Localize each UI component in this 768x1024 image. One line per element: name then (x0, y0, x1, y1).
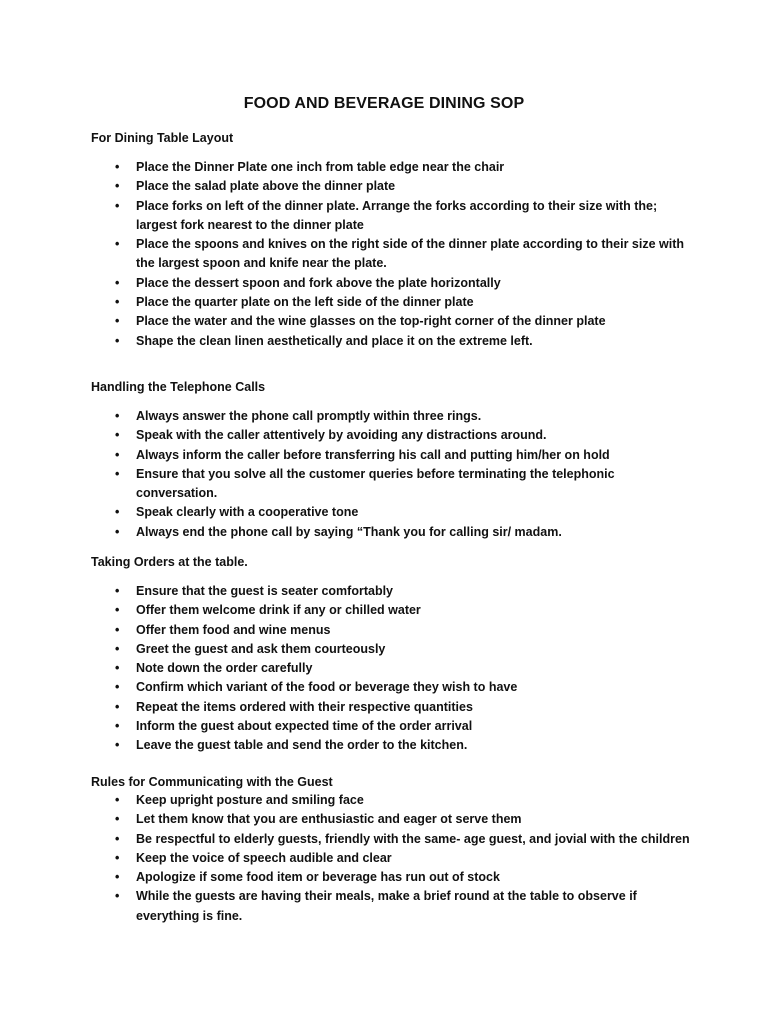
list-item-text: Place the salad plate above the dinner plate (136, 179, 396, 194)
bullet-icon: • (115, 870, 120, 885)
bullet-icon: • (115, 719, 120, 734)
bullet-icon: • (115, 793, 120, 807)
bullet-icon: • (115, 237, 120, 252)
list-item-text: Keep the voice of speech audible and clear (136, 850, 392, 865)
list-item (91, 465, 691, 504)
list-item (91, 407, 691, 426)
bullet-icon: • (115, 680, 120, 695)
list-item-text: Be respectful to elderly guests, friendly with the same- age guest, and jovial with the children (136, 831, 690, 846)
list-item (91, 197, 691, 236)
list-item-text: Always inform the caller before transferring his call and putting him/her on hold (136, 447, 610, 462)
list-item (91, 332, 691, 351)
list-item-text: Greet the guest and ask them courteously (136, 641, 386, 656)
list-item-text: Offer them welcome drink if any or chilled water (136, 603, 421, 618)
bullet-icon: • (115, 661, 120, 676)
bullet-icon: • (115, 179, 120, 194)
list-item-text: Offer them food and wine menus (136, 622, 331, 637)
section-taking-orders (91, 553, 691, 756)
list-item (91, 791, 691, 810)
bullet-icon: • (115, 622, 120, 637)
list-item-text: Shape the clean linen aesthetically and place it on the extreme left. (136, 333, 533, 348)
bullet-icon: • (115, 812, 120, 827)
list-item (91, 503, 691, 522)
bullet-icon: • (115, 428, 120, 443)
bullet-icon: • (115, 699, 120, 714)
document-title: FOOD AND BEVERAGE DINING SOP (243, 95, 525, 112)
section-heading: Rules for Communicating with the Guest (91, 775, 333, 789)
list-item-text: Place the dessert spoon and fork above the plate horizontally (136, 275, 501, 290)
bullet-icon: • (115, 831, 120, 846)
bullet-icon: • (115, 505, 120, 520)
list-item-text: Inform the guest about expected time of the order arrival (136, 719, 473, 734)
bullet-list (91, 407, 691, 542)
list-item-text: Confirm which variant of the food or beverage they wish to have (136, 680, 518, 695)
bullet-icon: • (115, 584, 120, 598)
bullet-list (91, 158, 691, 351)
list-item-text: Place the Dinner Plate one inch from table edge near the chair (136, 160, 505, 174)
section-heading: For Dining Table Layout (91, 131, 234, 145)
list-item (91, 849, 691, 868)
bullet-icon: • (115, 738, 120, 753)
list-item-text: Let them know that you are enthusiastic and eager ot serve them (136, 812, 522, 827)
list-item (91, 659, 691, 678)
list-item (91, 274, 691, 293)
list-item (91, 678, 691, 697)
list-item-text: Apologize if some food item or beverage has run out of stock (136, 870, 500, 885)
bullet-icon: • (115, 314, 120, 329)
bullet-list (91, 582, 691, 756)
bullet-icon: • (115, 198, 120, 213)
list-item (91, 582, 691, 601)
bullet-icon: • (115, 333, 120, 348)
list-item (91, 810, 691, 829)
list-item-text: Leave the guest table and send the order to the kitchen. (136, 738, 468, 753)
list-item-text: Ensure that the guest is seater comfortably (136, 584, 394, 598)
list-item (91, 426, 691, 445)
list-item (91, 640, 691, 659)
list-item (91, 177, 691, 196)
list-item-text: While the guests are having their meals, make a brief round at the table to observe if everything is fine. (136, 889, 637, 923)
list-item-text: Keep upright posture and smiling face (136, 793, 364, 807)
list-item (91, 887, 691, 926)
list-item (91, 621, 691, 640)
list-item-text: Ensure that you solve all the customer queries before terminating the telephonic conversation. (136, 466, 615, 501)
list-item-text: Repeat the items ordered with their respective quantities (136, 699, 473, 714)
list-item-text: Always answer the phone call promptly within three rings. (136, 409, 482, 423)
list-item-text: Place the water and the wine glasses on the top-right corner of the dinner plate (136, 314, 606, 329)
bullet-icon: • (115, 160, 120, 174)
section-heading: Handling the Telephone Calls (91, 380, 266, 394)
list-item-text: Note down the order carefully (136, 661, 313, 676)
section-dining-table-layout (91, 129, 691, 351)
list-item-text: Place forks on left of the dinner plate. Arrange the forks according to their size with the; largest fork nearest to the dinner plate (136, 198, 658, 232)
bullet-icon: • (115, 850, 120, 865)
list-item (91, 698, 691, 717)
section-telephone-calls (91, 378, 691, 542)
list-item (91, 446, 691, 465)
list-item-text: Speak with the caller attentively by avoiding any distractions around. (136, 428, 547, 443)
list-item (91, 830, 691, 849)
bullet-icon: • (115, 603, 120, 618)
section-communicating-with-guest (91, 773, 691, 926)
list-item-text: Speak clearly with a cooperative tone (136, 505, 359, 520)
section-heading: Taking Orders at the table. (91, 555, 248, 569)
list-item (91, 736, 691, 755)
bullet-icon: • (115, 466, 120, 481)
bullet-icon: • (115, 275, 120, 290)
list-item (91, 601, 691, 620)
list-item-text: Place the quarter plate on the left side of the dinner plate (136, 295, 474, 310)
bullet-icon: • (115, 447, 120, 462)
list-item-text: Always end the phone call by saying “Thank you for calling sir/ madam. (136, 524, 562, 539)
list-item (91, 293, 691, 312)
list-item (91, 312, 691, 331)
bullet-icon: • (115, 409, 120, 423)
bullet-icon: • (115, 889, 120, 904)
bullet-icon: • (115, 641, 120, 656)
list-item-text: Place the spoons and knives on the right side of the dinner plate according to their size with the largest spoon and knife near the plate. (136, 237, 685, 271)
list-item (91, 158, 691, 177)
list-item (91, 868, 691, 887)
list-item (91, 235, 691, 274)
bullet-list (91, 791, 691, 926)
bullet-icon: • (115, 295, 120, 310)
bullet-icon: • (115, 524, 120, 539)
list-item (91, 523, 691, 542)
list-item (91, 717, 691, 736)
